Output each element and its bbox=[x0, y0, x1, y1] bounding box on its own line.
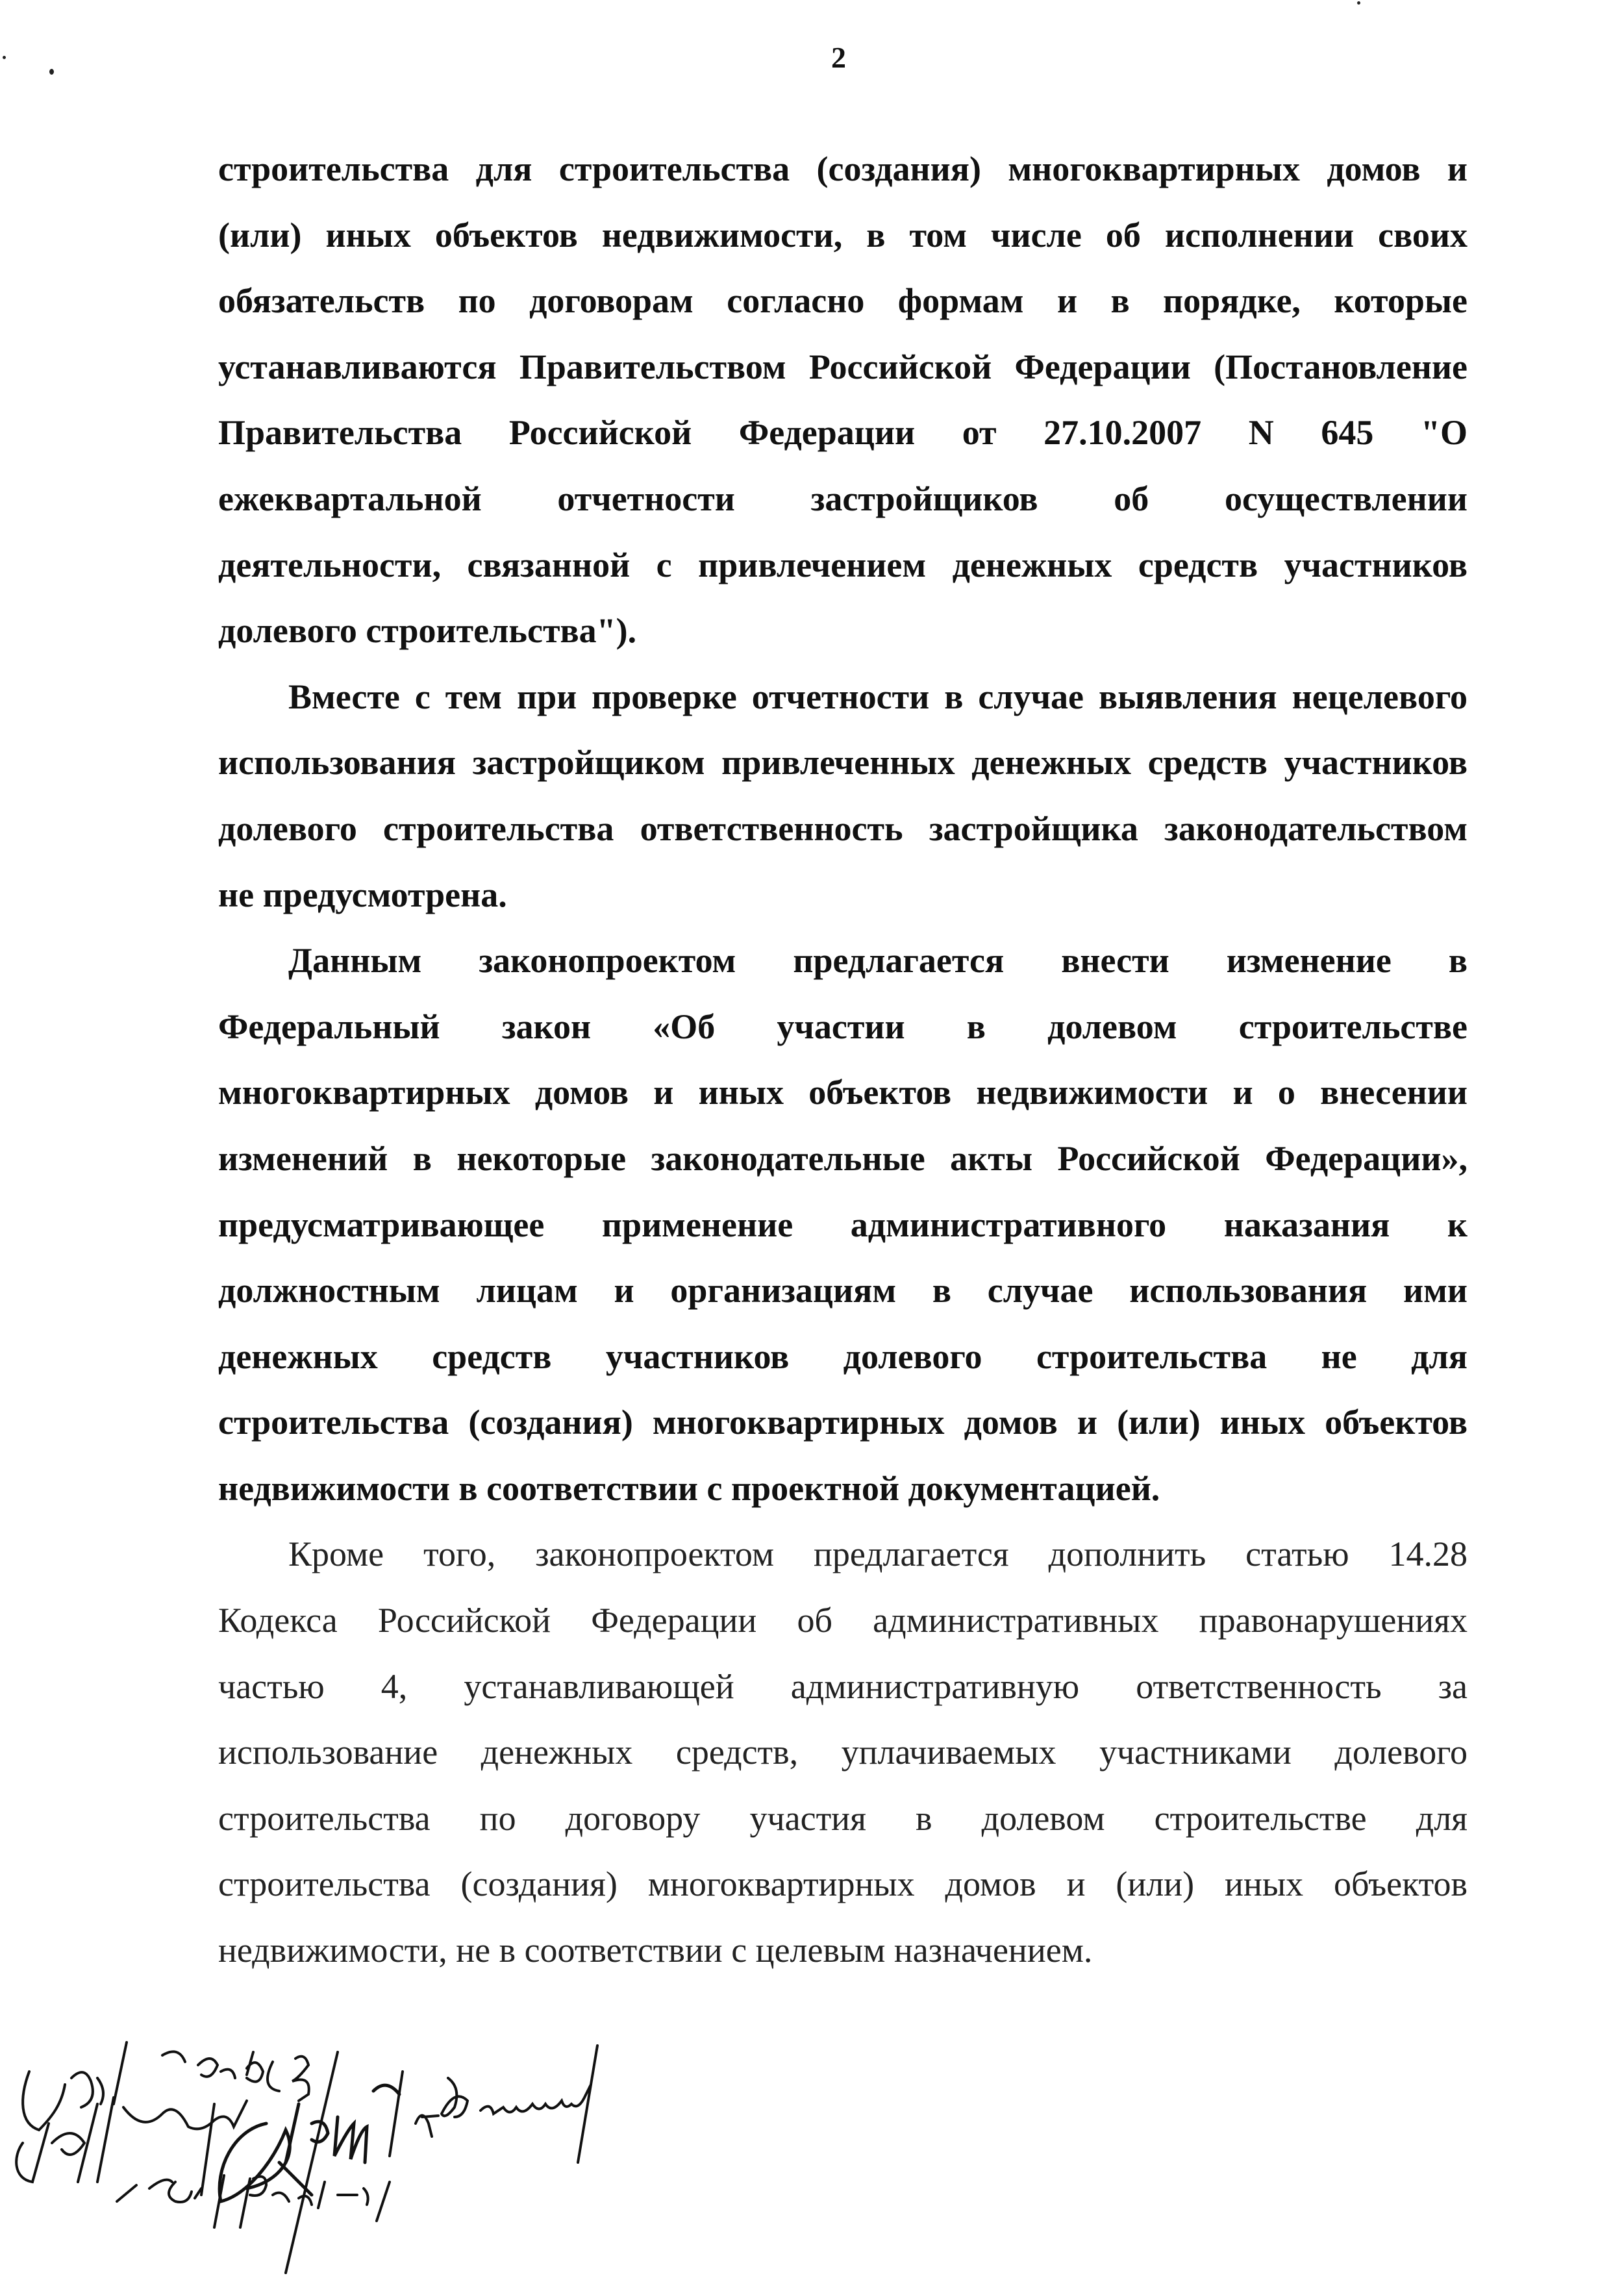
signature-2 bbox=[16, 2098, 247, 2195]
text-line: предусматривающее применение административного наказания к bbox=[218, 1205, 1468, 1244]
text-line: ежеквартальной отчетности застройщиков об осуществлении bbox=[218, 479, 1468, 518]
text-line: Вместе с тем при проверке отчетности в случае выявления нецелевого bbox=[288, 677, 1468, 716]
text-line: (или) иных объектов недвижимости, в том числе об исполнении своих bbox=[218, 215, 1468, 255]
text-line: Правительства Российской Федерации от 27.10.2007 N 645 "О bbox=[218, 413, 1468, 453]
signature-4 bbox=[117, 2175, 390, 2227]
text-line: строительства (создания) многоквартирных домов и (или) иных объектов bbox=[218, 1403, 1468, 1442]
text-line: строительства для строительства (создания) многоквартирных домов и bbox=[218, 149, 1468, 188]
text-line: Федеральный закон «Об участии в долевом строительстве bbox=[218, 1007, 1468, 1046]
text-line: долевого строительства ответственность застройщика законодательством bbox=[218, 808, 1468, 848]
scan-speck bbox=[3, 56, 6, 59]
signature-5 bbox=[390, 2046, 597, 2162]
text-line: не предусмотрена. bbox=[218, 875, 507, 914]
text-line: денежных средств участников долевого строительства не для bbox=[218, 1336, 1468, 1376]
text-line: долевого строительства"). bbox=[218, 611, 637, 651]
page-number: 2 bbox=[831, 41, 846, 74]
handwritten-signatures bbox=[0, 1948, 1624, 2280]
text-line: Кодекса Российской Федерации об административных правонарушениях bbox=[218, 1601, 1468, 1640]
text-line: деятельности, связанной с привлечением денежных средств участников bbox=[218, 545, 1468, 584]
document-body bbox=[218, 136, 1468, 1984]
text-line: Данным законопроектом предлагается внести изменение в bbox=[288, 941, 1468, 981]
text-line: обязательств по договорам согласно формам и в порядке, которые bbox=[218, 281, 1468, 321]
scan-speck bbox=[49, 69, 54, 75]
text-line: строительства (создания) многоквартирных домов и (или) иных объектов bbox=[218, 1864, 1468, 1904]
text-line: многоквартирных домов и иных объектов недвижимости и о внесении bbox=[218, 1073, 1468, 1112]
paragraph bbox=[218, 136, 1468, 664]
text-line: должностным лицам и организациям в случае использования ими bbox=[218, 1271, 1468, 1310]
text-line: использования застройщиком привлеченных денежных средств участников bbox=[218, 743, 1468, 783]
paragraph bbox=[218, 928, 1468, 1522]
text-line: Кроме того, законопроектом предлагается дополнить статью 14.28 bbox=[288, 1535, 1468, 1574]
paragraph bbox=[218, 664, 1468, 928]
text-line: частью 4, устанавливающей административную ответственность за bbox=[218, 1666, 1468, 1706]
scan-speck bbox=[1357, 1, 1360, 5]
signature-1 bbox=[23, 2042, 338, 2273]
text-line: строительства по договору участия в долевом строительстве для bbox=[218, 1798, 1468, 1838]
text-line: изменений в некоторые законодательные акты Российской Федерации», bbox=[218, 1138, 1468, 1178]
text-line: устанавливаются Правительством Российской Федерации (Постановление bbox=[218, 347, 1468, 386]
paragraph bbox=[218, 1522, 1468, 1983]
text-line: недвижимости в соответствии с проектной документацией. bbox=[218, 1468, 1160, 1508]
text-line: недвижимости, не в соответствии с целевым назначением. bbox=[218, 1931, 1093, 1970]
text-line: использование денежных средств, уплачиваемых участниками долевого bbox=[218, 1733, 1468, 1772]
